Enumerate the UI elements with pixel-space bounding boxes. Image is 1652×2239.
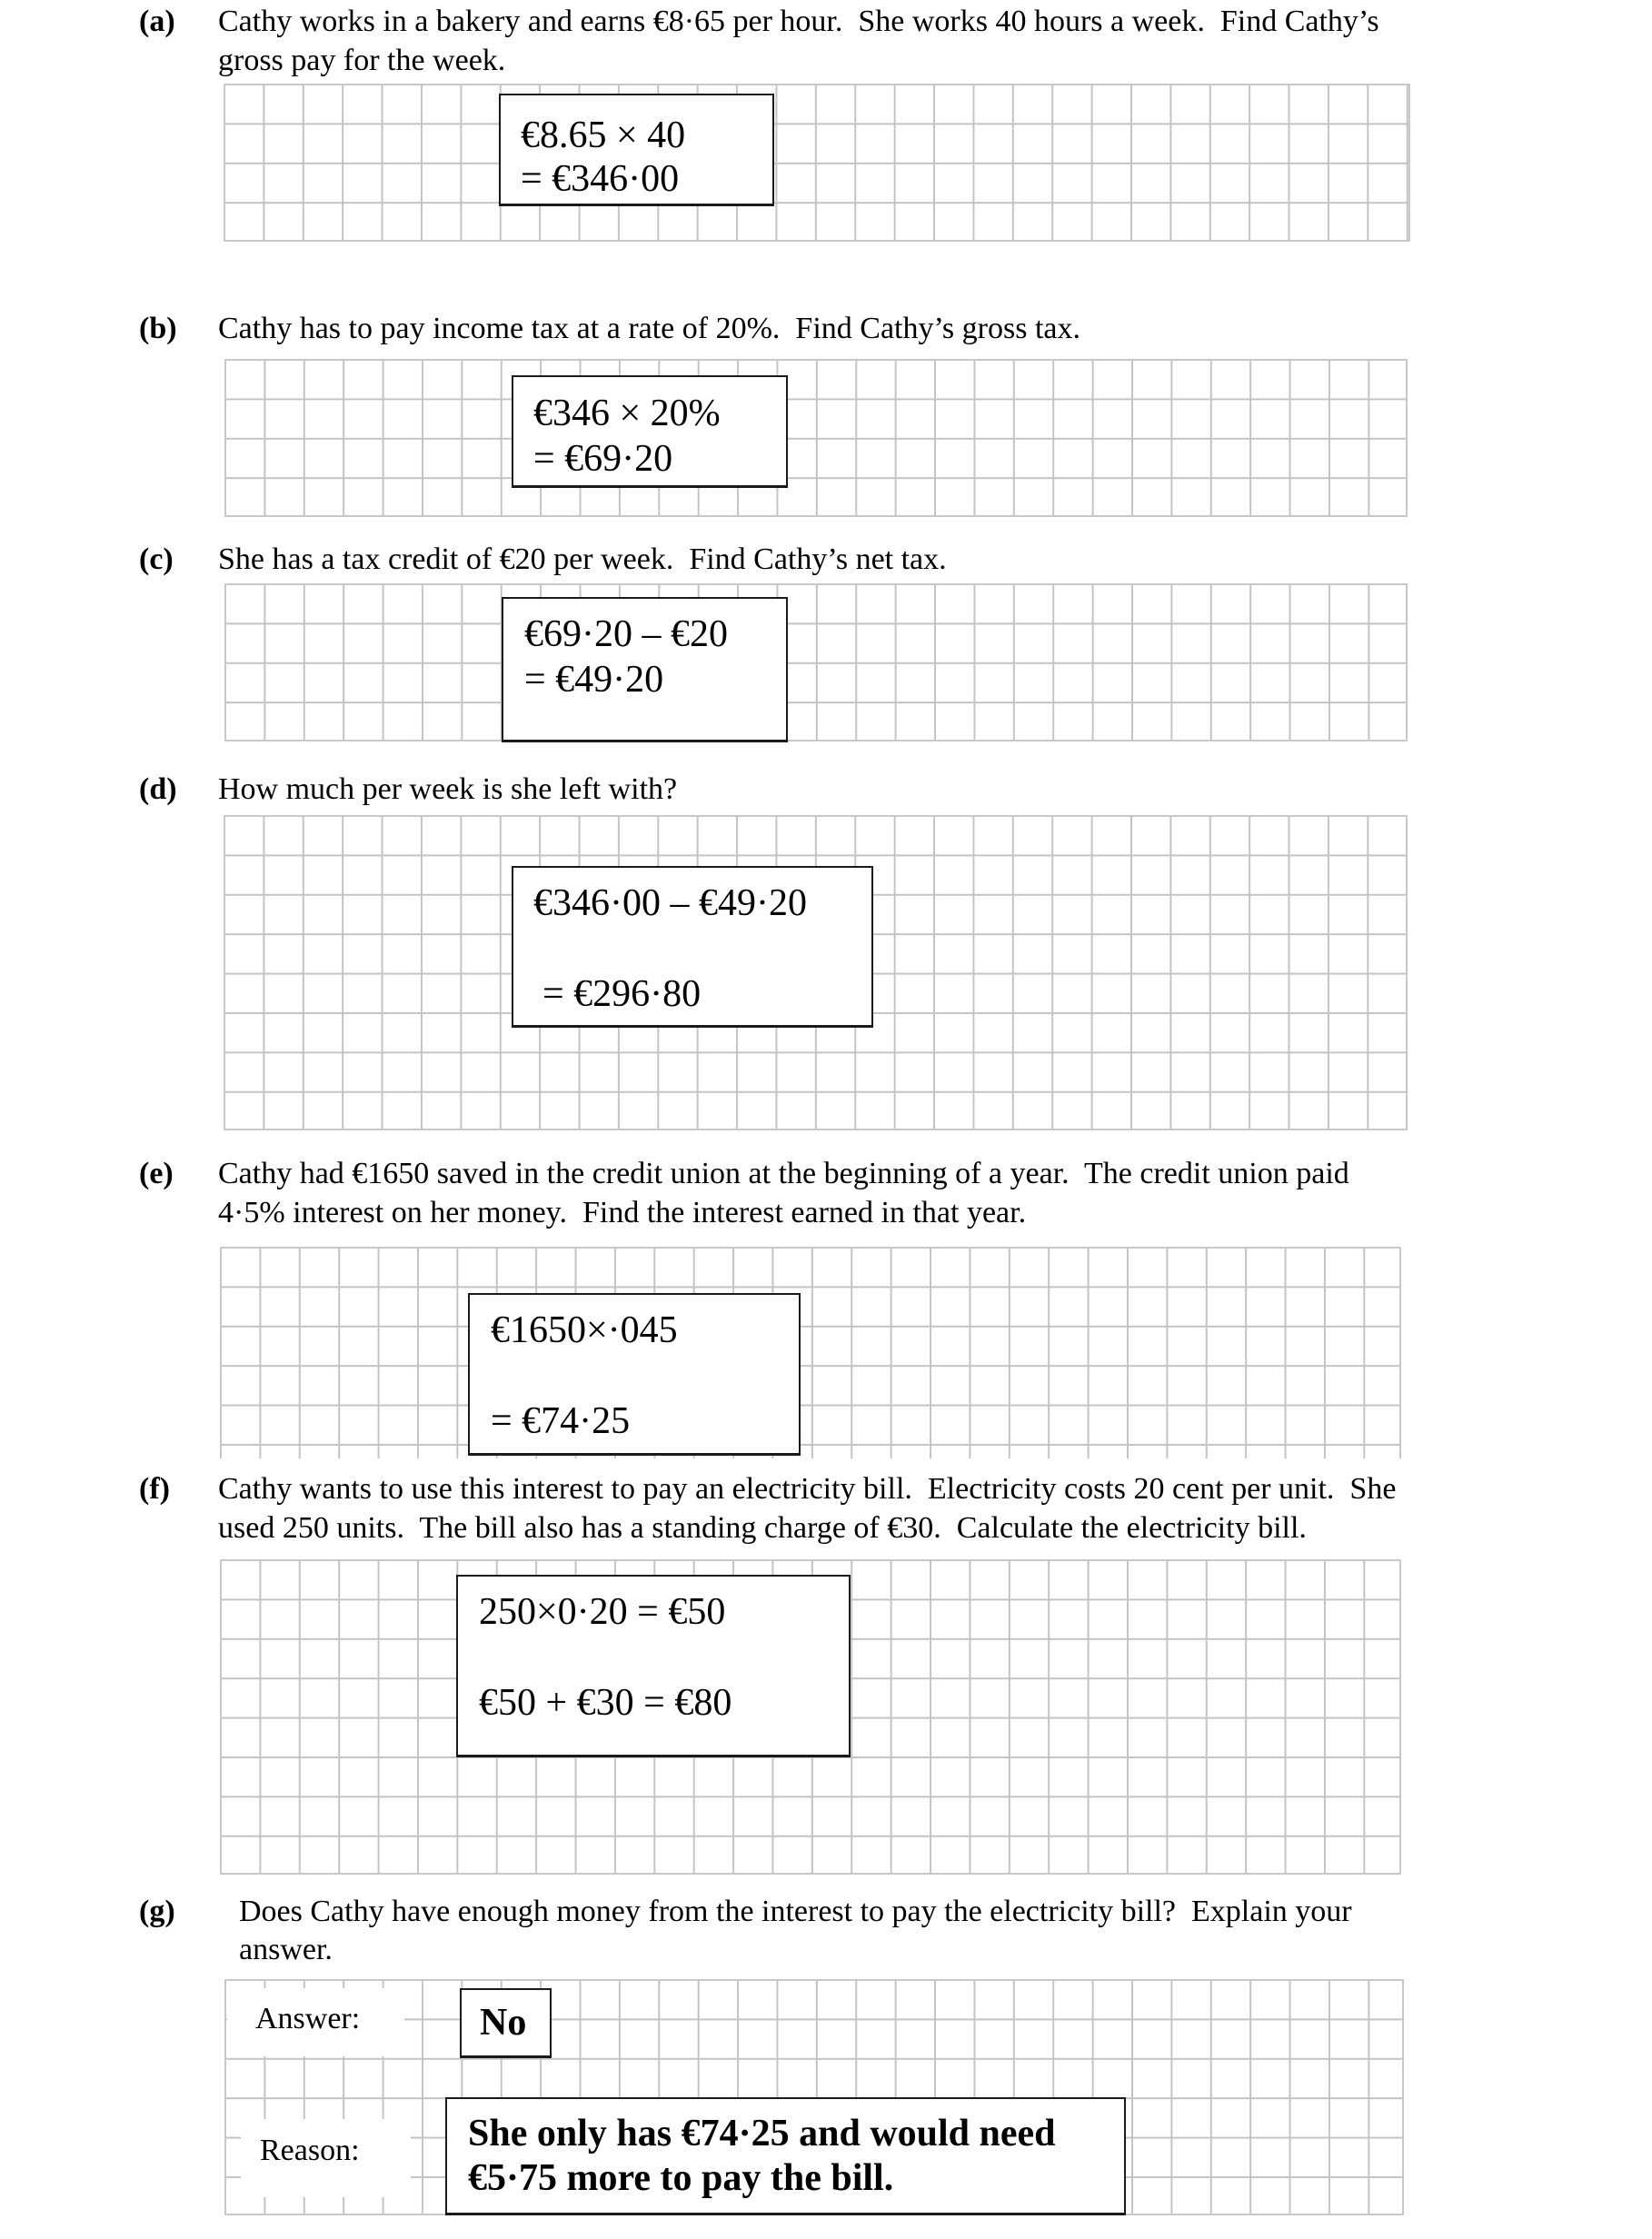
answer-box-f	[456, 1575, 851, 1757]
question-e-label: (e)	[139, 1157, 174, 1190]
question-e-line-2: 4·5% interest on her money. Find the interest earned in that year.	[218, 1196, 1027, 1229]
answer-box-c	[502, 597, 788, 742]
answer-d-line-1: €346·00 – €49·20	[533, 882, 807, 924]
question-b-line-1: Cathy has to pay income tax at a rate of 20%. Find Cathy’s gross tax.	[218, 312, 1080, 345]
question-g-line-1: Does Cathy have enough money from the interest to pay the electricity bill? Explain your	[239, 1895, 1352, 1928]
answer-label: Answer:	[255, 2002, 361, 2035]
answer-value-box	[460, 1988, 552, 2058]
answer-c-line-1: €69·20 – €20	[524, 613, 728, 655]
answer-a-line-1: €8.65 × 40	[521, 114, 686, 156]
question-g-line-2: answer.	[239, 1933, 333, 1966]
answer-grid-a	[224, 84, 1410, 242]
reason-box	[445, 2097, 1126, 2215]
question-b-label: (b)	[139, 312, 177, 345]
answer-c-line-2: = €49·20	[524, 659, 664, 701]
answer-f-line-2: €50 + €30 = €80	[479, 1682, 732, 1724]
answer-box-d	[512, 866, 873, 1028]
answer-box-e	[468, 1293, 801, 1456]
question-d-label: (d)	[139, 772, 177, 806]
question-g-label: (g)	[139, 1895, 175, 1928]
answer-b-line-1: €346 × 20%	[533, 393, 721, 434]
reason-line-2: €5·75 more to pay the bill.	[468, 2157, 894, 2199]
question-c-label: (c)	[139, 542, 174, 576]
answer-label-patch	[227, 1988, 404, 2056]
answer-grid-c	[224, 583, 1408, 741]
answer-box-b	[512, 375, 788, 488]
answer-box-a	[499, 94, 774, 206]
answer-grid-b	[224, 359, 1408, 517]
answer-grid-e	[220, 1247, 1401, 1458]
answer-a-line-2: = €346·00	[521, 158, 680, 200]
answer-e-line-2: = €74·25	[491, 1400, 631, 1442]
answer-b-line-2: = €69·20	[533, 438, 673, 480]
question-a-label: (a)	[139, 5, 175, 38]
question-a-line-1: Cathy works in a bakery and earns €8·65 per hour. She works 40 hours a week. Find Cathy’s	[218, 5, 1379, 38]
question-c-line-1: She has a tax credit of €20 per week. Find Cathy’s net tax.	[218, 542, 947, 576]
question-f-line-2: used 250 units. The bill also has a standing charge of €30. Calculate the electricity bill.	[218, 1511, 1307, 1545]
question-f-line-1: Cathy wants to use this interest to pay an electricity bill. Electricity costs 20 cent per unit. She	[218, 1472, 1397, 1506]
answer-value: No	[480, 2002, 527, 2044]
question-a-line-2: gross pay for the week.	[218, 44, 506, 77]
question-e-line-1: Cathy had €1650 saved in the credit union at the beginning of a year. The credit union paid	[218, 1157, 1349, 1190]
reason-label-patch	[241, 2119, 411, 2197]
reason-line-1: She only has €74·25 and would need	[468, 2113, 1056, 2154]
question-d-line-1: How much per week is she left with?	[218, 772, 678, 806]
answer-e-line-1: €1650×·045	[491, 1309, 678, 1351]
answer-f-line-1: 250×0·20 = €50	[479, 1591, 726, 1633]
question-f-label: (f)	[139, 1472, 170, 1506]
reason-label: Reason:	[260, 2134, 360, 2167]
answer-d-line-2: = €296·80	[542, 973, 702, 1015]
